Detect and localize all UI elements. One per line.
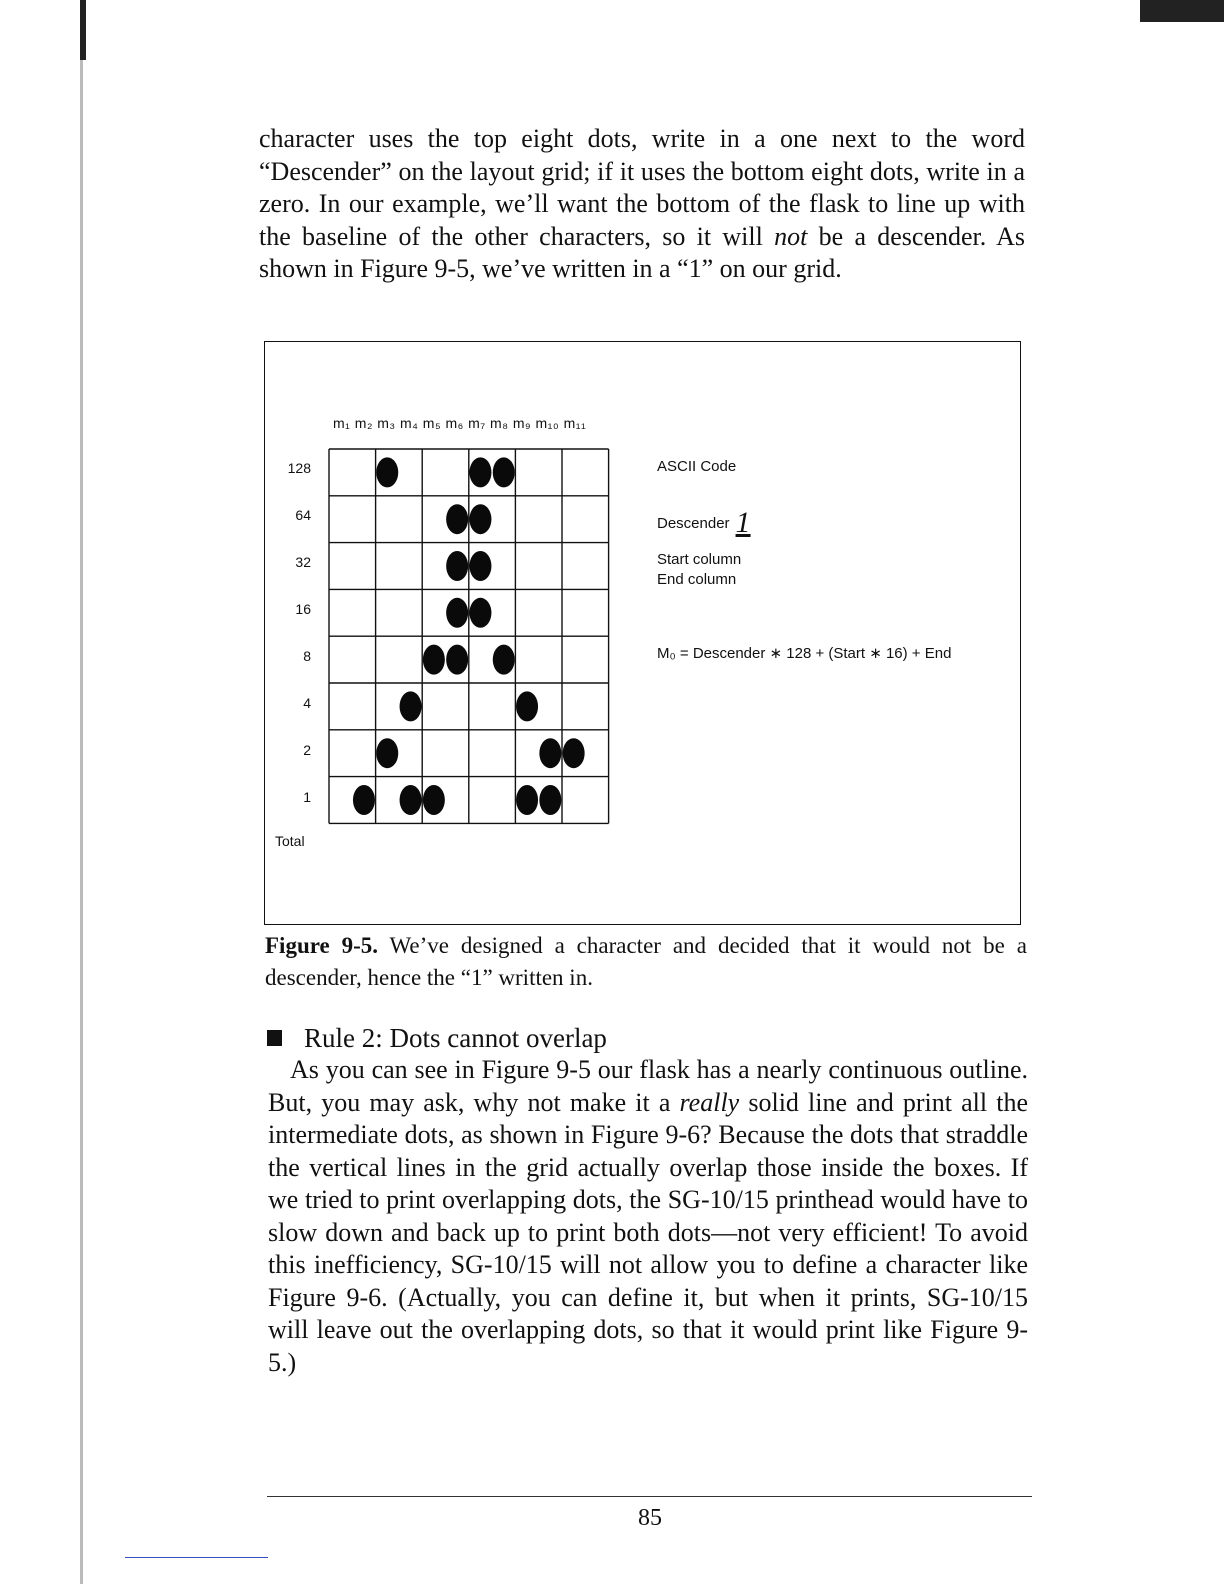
page-number: 85 (638, 1505, 662, 1531)
figure-caption: Figure 9-5. We’ve designed a character and decided that it would not be a descender, hence the “1” written in. (265, 933, 1027, 990)
print-dot (446, 504, 468, 534)
print-dot (539, 738, 561, 768)
figure-9-5 (264, 341, 1021, 925)
print-dot (423, 785, 445, 815)
bottom-edge-line (125, 1557, 268, 1558)
ascii-code-label: ASCII Code (657, 458, 737, 475)
print-dot (563, 738, 585, 768)
start-column-label: Start column (657, 551, 742, 568)
row-label-1: 1 (303, 789, 311, 805)
print-dot (446, 598, 468, 628)
descender-label: Descender (657, 515, 730, 532)
square-bullet-icon (267, 1030, 282, 1046)
print-dot (516, 785, 538, 815)
print-dot (400, 691, 422, 721)
body-paragraph: As you can see in Figure 9-5 our flask has a nearly continuous outline. But, you may ask, why not make it a really solid line and print all the intermediate dots, as shown in Figure 9-6? Because the dots that straddle the vertical lines in the grid actually overlap those inside the boxes. If we tried to print overlapping dots, the SG-10/15 printhead would have to slow down and back up to print both dots—not very efficient! To avoid this inefficiency, SG-10/15 will not allow you to define a character like Figure 9-6. (Actually, you can define it, but when it prints, SG-10/15 will leave out the overlapping dots, so that it would print like Figure 9-5.) (268, 1055, 1028, 1377)
end-column-label: End column (657, 571, 737, 588)
row-label-64: 64 (295, 507, 311, 523)
row-label-128: 128 (287, 460, 311, 476)
print-dot (469, 457, 491, 487)
print-dot (376, 457, 398, 487)
row-label-4: 4 (303, 695, 311, 711)
column-header: m₁ m₂ m₃ m₄ m₅ m₆ m₇ m₈ m₉ m₁₀ m₁₁ (333, 415, 587, 431)
print-dot (376, 738, 398, 768)
print-dot (423, 645, 445, 675)
formula: M₀ = Descender ∗ 128 + (Start ∗ 16) + End (657, 645, 952, 662)
print-dot (493, 457, 515, 487)
page-edge-left (80, 0, 83, 1584)
intro-paragraph: character uses the top eight dots, write in a one next to the word “Descender” on the layout grid; if it uses the bottom eight dots, write in a zero. In our example, we’ll want the bottom of the flask to line up with the baseline of the other characters, so it will not be a descender. As shown in Figure 9-5, we’ve written in a “1” on our grid. (259, 124, 1025, 283)
descender-row (657, 502, 751, 539)
print-dot (469, 504, 491, 534)
page-edge-mark (80, 0, 86, 60)
footer-rule (267, 1496, 1032, 1497)
rule-heading: Rule 2: Dots cannot overlap (267, 1023, 607, 1054)
print-dot (493, 645, 515, 675)
print-dot (539, 785, 561, 815)
row-label-16: 16 (295, 601, 311, 617)
row-label-8: 8 (303, 648, 311, 664)
print-dot (469, 551, 491, 581)
print-dot (446, 551, 468, 581)
print-dot (353, 785, 375, 815)
print-dot (400, 785, 422, 815)
print-dot (446, 645, 468, 675)
print-dot (516, 691, 538, 721)
dot-grid (327, 447, 617, 827)
total-label: Total (275, 833, 305, 849)
page-corner-mark (1140, 0, 1224, 22)
row-label-2: 2 (303, 742, 311, 758)
print-dot (469, 598, 491, 628)
descender-value: 1 (735, 506, 751, 539)
row-label-32: 32 (295, 554, 311, 570)
